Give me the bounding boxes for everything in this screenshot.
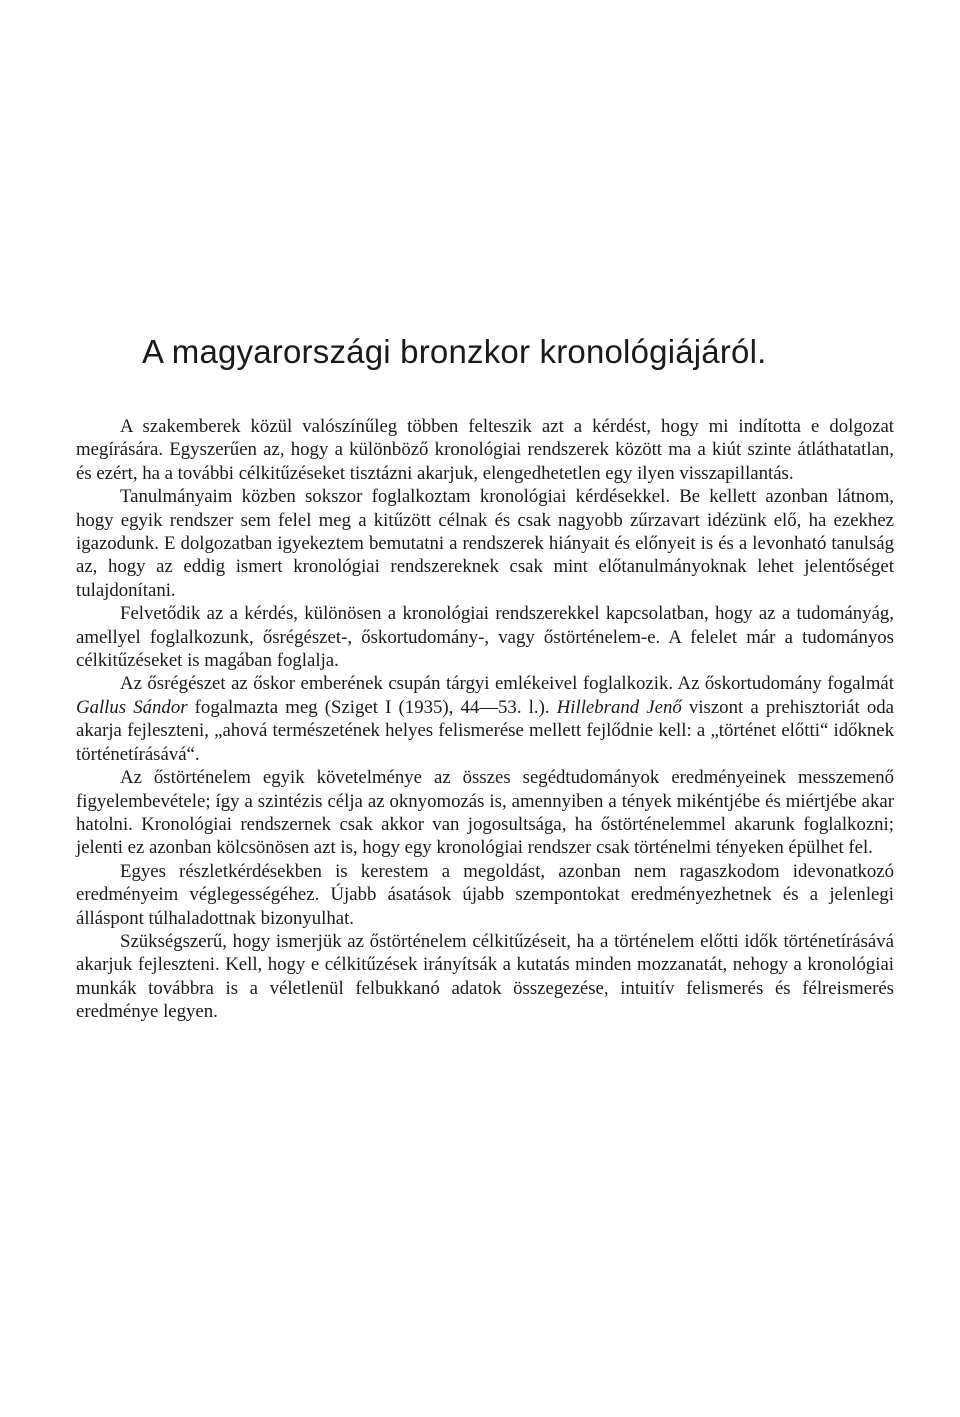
document-page — [76, 335, 894, 1024]
document-title: A magyarországi bronzkor kronológiájáról. — [142, 333, 767, 370]
author-name: Hillebrand Jenő — [556, 696, 682, 718]
paragraph-text: Egyes részletkérdésekben is kerestem a megoldást, azonban nem ragaszkodom idevonatkozó eredményeim véglegességéhez. Újabb ásatások újabb szempontokat eredményezhetnek és a jelenlegi álláspont túlhaladottnak bizonyulhat. — [76, 860, 894, 929]
paragraph — [76, 860, 894, 930]
paragraph — [76, 672, 894, 766]
paragraph-text: Felvetődik az a kérdés, különösen a kronológiai rendszerekkel kapcsolatban, hogy az a tudományág, amellyel foglalkozunk, ősrégészet-, őskortudomány-, vagy őstörténelem-e. A felelet már a tudományos célkitűzéseket is magában foglalja. — [76, 603, 894, 672]
paragraph — [76, 766, 894, 860]
paragraph — [76, 415, 894, 485]
paragraph — [76, 930, 894, 1024]
paragraph-text: Tanulmányaim közben sokszor foglalkoztam kronológiai kérdésekkel. Be kellett azonban látnom, hogy egyik rendszer sem felel meg a kitűzött célnak és csak nagyobb zűrzavart idézünk elő, ha ezekhez igazodunk. E dolgozatban igyekeztem bemutatni a rendszerek hiányait és előnyeit is és a levonható tanulság az, hogy az eddig ismert kronológiai rendszereknek csak mint előtanulmányoknak lehet jelentőséget tulajdonítani. — [76, 486, 894, 601]
paragraph — [76, 602, 894, 672]
paragraph-text: viszont a prehisztoriát oda akarja fejleszteni, „ahová természetének helyes felismerése mellett fejlődnie kell: a „történet előtti“ időknek történetírásává“. — [76, 696, 894, 765]
author-name: Gallus Sándor — [76, 696, 188, 718]
paragraph — [76, 485, 894, 602]
paragraph-text: Az őstörténelem egyik követelménye az összes segédtudományok eredményeinek messzemenő figyelembevétele; így a szintézis célja az oknyomozás is, amennyiben a tények mikéntjébe és miértjébe akar hatolni. Kronológiai rendszernek csak akkor van jogosultsága, ha őstörténelemmel akarunk foglalkozni; jelenti ez azonban kölcsönösen azt is, hogy egy kronológiai rendszer csak történelmi tényeken épülhet fel. — [76, 767, 894, 859]
paragraph-text: fogalmazta meg (Sziget I (1935), 44—53. l.). — [187, 696, 557, 718]
paragraph-text: Az ősrégészet az őskor emberének csupán tárgyi emlékeivel foglalkozik. Az őskortudomány fogalmát — [120, 673, 894, 695]
paragraph-text: A szakemberek közül valószínűleg többen felteszik azt a kérdést, hogy mi indította e dolgozat megírására. Egyszerűen az, hogy a különböző kronológiai rendszerek között ma a kiút szinte átláthatatlan, és ezért, ha a további célkitűzéseket tisztázni akarjuk, elengedhetetlen egy ilyen visszapillantás. — [76, 416, 894, 484]
paragraph-text: Szükségszerű, hogy ismerjük az őstörténelem célkitűzéseit, ha a történelem előtti idők történetírásává akarjuk fejleszteni. Kell, hogy e célkitűzések irányítsák a kutatás minden mozzanatát, nehogy a kronológiai munkák továbbra is a véletlenül felbukkanó adatok összegezése, intuitív felismerés és félreismerés eredménye legyen. — [76, 930, 894, 1023]
document-body — [76, 415, 894, 1024]
